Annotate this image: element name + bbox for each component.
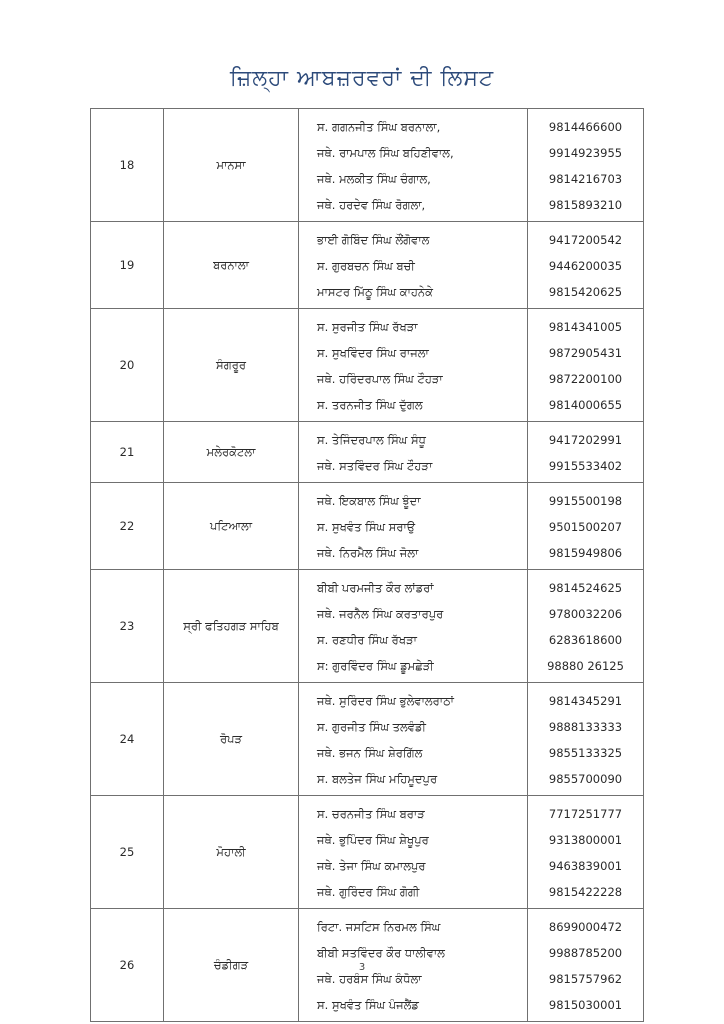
phone-numbers-cell xyxy=(528,109,644,222)
serial-number: 18 xyxy=(91,109,164,222)
observer-name: ਸ. ਗਗਨਜੀਤ ਸਿੰਘ ਬਰਨਾਲਾ, xyxy=(317,120,441,134)
phone-number: 9814341005 xyxy=(548,320,623,334)
phone-number: 9463839001 xyxy=(548,859,623,873)
table-row xyxy=(91,570,644,683)
district-name: ਪਟਿਆਲਾ xyxy=(164,483,299,570)
observer-name: ਸ. ਚਰਨਜੀਤ ਸਿੰਘ ਬਰਾੜ xyxy=(317,807,425,821)
serial-number: 26 xyxy=(91,909,164,1022)
phone-number: 9855700090 xyxy=(548,772,623,786)
phone-number: 9815893210 xyxy=(548,198,623,212)
observer-names-cell xyxy=(299,109,528,222)
district-name: ਮਾਨਸਾ xyxy=(164,109,299,222)
observer-name: ਬੀਬੀ ਸਤਵਿੰਦਰ ਕੌਰ ਧਾਲੀਵਾਲ xyxy=(317,946,445,960)
phone-number: 9888133333 xyxy=(548,720,623,734)
observer-names-cell xyxy=(299,683,528,796)
phone-numbers-cell xyxy=(528,422,644,483)
phone-number: 8699000472 xyxy=(548,920,623,934)
observer-name: ਸ. ਬਲਤੇਜ ਸਿੰਘ ਮਹਿਮੂਦਪੁਰ xyxy=(317,772,438,786)
phone-number: 9988785200 xyxy=(548,946,623,960)
serial-number: 25 xyxy=(91,796,164,909)
phone-number: 9872905431 xyxy=(548,346,623,360)
phone-number: 9446200035 xyxy=(548,259,623,273)
phone-number: 9780032206 xyxy=(548,607,623,621)
table-row xyxy=(91,422,644,483)
table-row xyxy=(91,683,644,796)
observer-name: ਜਥੇ. ਭੁਪਿੰਦਰ ਸਿੰਘ ਸ਼ੇਖੂਪੁਰ xyxy=(317,833,429,847)
phone-number: 9814524625 xyxy=(548,581,623,595)
phone-number: 9915500198 xyxy=(548,494,623,508)
observer-name: ਸ. ਰਣਧੀਰ ਸਿੰਘ ਰੱਖੜਾ xyxy=(317,633,417,647)
phone-numbers-cell xyxy=(528,222,644,309)
district-name: ਮੋਹਾਲੀ xyxy=(164,796,299,909)
phone-numbers-cell xyxy=(528,683,644,796)
phone-number: 9814466600 xyxy=(548,120,623,134)
observer-name: ਸ. ਸੁਖਵੰਤ ਸਿੰਘ ਪੰਜਲੈਂਡ xyxy=(317,998,419,1012)
district-name: ਚੰਡੀਗੜ xyxy=(164,909,299,1022)
serial-number: 24 xyxy=(91,683,164,796)
phone-number: 9501500207 xyxy=(548,520,623,534)
phone-number: 9814345291 xyxy=(548,694,623,708)
observer-name: ਜਥੇ. ਭਜਨ ਸਿੰਘ ਸ਼ੇਰਗਿੱਲ xyxy=(317,746,423,760)
serial-number: 23 xyxy=(91,570,164,683)
observer-names-cell xyxy=(299,796,528,909)
phone-numbers-cell xyxy=(528,483,644,570)
observer-name: ਜਥੇ. ਤੇਜਾ ਸਿੰਘ ਕਮਾਲਪੁਰ xyxy=(317,859,426,873)
observer-name: ਸ. ਸੁਰਜੀਤ ਸਿੰਘ ਰੱਖੜਾ xyxy=(317,320,418,334)
serial-number: 22 xyxy=(91,483,164,570)
phone-number: 9313800001 xyxy=(548,833,623,847)
observer-names-cell xyxy=(299,422,528,483)
serial-number: 20 xyxy=(91,309,164,422)
district-name: ਬਰਨਾਲਾ xyxy=(164,222,299,309)
observer-name: ਭਾਈ ਗੋਬਿੰਦ ਸਿੰਘ ਲੌਂਗੋਵਾਲ xyxy=(317,233,430,247)
phone-number: 9417200542 xyxy=(548,233,623,247)
observer-name: ਬੀਬੀ ਪਰਮਜੀਤ ਕੌਰ ਲਾਂਡਰਾਂ xyxy=(317,581,434,595)
observer-name: ਜਥੇ. ਸੁਰਿੰਦਰ ਸਿੰਘ ਭੁਲੇਵਾਲਰਾਠਾਂ xyxy=(317,694,454,708)
phone-number: 9417202991 xyxy=(548,433,623,447)
observer-name: ਸ. ਤੇਜਿੰਦਰਪਾਲ ਸਿੰਘ ਸੰਧੂ xyxy=(317,433,426,447)
observer-name: ਜਥੇ. ਹਰਬੰਸ ਸਿੰਘ ਕੰਧੋਲਾ xyxy=(317,972,422,986)
phone-number: 9855133325 xyxy=(548,746,623,760)
observer-name: ਸ. ਗੁਰਜੀਤ ਸਿੰਘ ਤਲਵੰਡੀ xyxy=(317,720,426,734)
observer-name: ਜਥੇ. ਰਾਮਪਾਲ ਸਿੰਘ ਬਹਿਣੀਵਾਲ, xyxy=(317,146,454,160)
observer-names-cell xyxy=(299,309,528,422)
observer-name: ਜਥੇ. ਸਤਵਿੰਦਰ ਸਿੰਘ ਟੌਹੜਾ xyxy=(317,459,433,473)
district-name: ਸ੍ਰੀ ਫਤਿਹਗੜ ਸਾਹਿਬ xyxy=(164,570,299,683)
phone-number: 9815422228 xyxy=(548,885,623,899)
table-row xyxy=(91,109,644,222)
district-name: ਮਲੇਰਕੋਟਲਾ xyxy=(164,422,299,483)
phone-number: 6283618600 xyxy=(548,633,623,647)
serial-number: 19 xyxy=(91,222,164,309)
phone-number: 9915533402 xyxy=(548,459,623,473)
observer-name: ਸ. ਗੁਰਬਚਨ ਸਿੰਘ ਬਚੀ xyxy=(317,259,415,273)
observer-name: ਸ. ਸੁਖਵਿੰਦਰ ਸਿੰਘ ਰਾਜਲਾ xyxy=(317,346,429,360)
phone-number: 9814216703 xyxy=(548,172,623,186)
observer-name: ਜਥੇ. ਨਿਰਮੈਲ ਸਿੰਘ ਜੋਲਾ xyxy=(317,546,419,560)
phone-number: 9872200100 xyxy=(548,372,623,386)
district-name: ਸੰਗਰੂਰ xyxy=(164,309,299,422)
observer-names-cell xyxy=(299,483,528,570)
observer-names-cell xyxy=(299,570,528,683)
district-name: ਰੋਪੜ xyxy=(164,683,299,796)
observer-name: ਸ. ਸੁਖਵੰਤ ਸਿੰਘ ਸਰਾਉ xyxy=(317,520,416,534)
observer-name: ਮਾਸਟਰ ਮਿੱਠੂ ਸਿੰਘ ਕਾਹਨੇਕੇ xyxy=(317,285,433,299)
observer-name: ਸ: ਗੁਰਵਿੰਦਰ ਸਿੰਘ ਡੂਮਛੇੜੀ xyxy=(317,659,434,673)
phone-numbers-cell xyxy=(528,796,644,909)
observer-names-cell xyxy=(299,222,528,309)
observer-name: ਜਥੇ. ਹਰਦੇਵ ਸਿੰਘ ਰੋਗਲਾ, xyxy=(317,198,426,212)
table-row xyxy=(91,796,644,909)
phone-numbers-cell xyxy=(528,309,644,422)
observer-name: ਜਥੇ. ਜਰਨੈਲ ਸਿੰਘ ਕਰਤਾਰਪੁਰ xyxy=(317,607,444,621)
phone-number: 7717251777 xyxy=(548,807,623,821)
observer-name: ਜਥੇ. ਗੁਰਿੰਦਰ ਸਿੰਘ ਗੋਗੀ xyxy=(317,885,420,899)
page-title: ਜ਼ਿਲ੍ਹਾ ਆਬਜ਼ਰਵਰਾਂ ਦੀ ਲਿਸਟ xyxy=(229,66,495,91)
observer-name: ਜਥੇ. ਹਰਿੰਦਰਪਾਲ ਸਿੰਘ ਟੌਹੜਾ xyxy=(317,372,443,386)
observer-name: ਸ. ਤਰਨਜੀਤ ਸਿੰਘ ਦੁੱਗਲ xyxy=(317,398,423,412)
phone-number: 98880 26125 xyxy=(547,659,624,673)
phone-number: 9815420625 xyxy=(548,285,623,299)
table-row xyxy=(91,309,644,422)
table-row xyxy=(91,483,644,570)
phone-number: 9814000655 xyxy=(548,398,623,412)
phone-number: 9914923955 xyxy=(548,146,623,160)
phone-number: 9815949806 xyxy=(548,546,623,560)
phone-number: 9815757962 xyxy=(548,972,623,986)
observer-name: ਜਥੇ. ਮਲਕੀਤ ਸਿੰਘ ਚੰਗਾਲ, xyxy=(317,172,431,186)
phone-number: 9815030001 xyxy=(548,998,623,1012)
serial-number: 21 xyxy=(91,422,164,483)
page-number: 3 xyxy=(358,962,366,973)
table-row xyxy=(91,222,644,309)
observer-name: ਰਿਟਾ. ਜਸਟਿਸ ਨਿਰਮਲ ਸਿੰਘ xyxy=(317,920,441,934)
observers-table xyxy=(90,108,644,1022)
phone-numbers-cell xyxy=(528,570,644,683)
observer-name: ਜਥੇ. ਇਕਬਾਲ ਸਿੰਘ ਝੂੰਦਾ xyxy=(317,494,421,508)
